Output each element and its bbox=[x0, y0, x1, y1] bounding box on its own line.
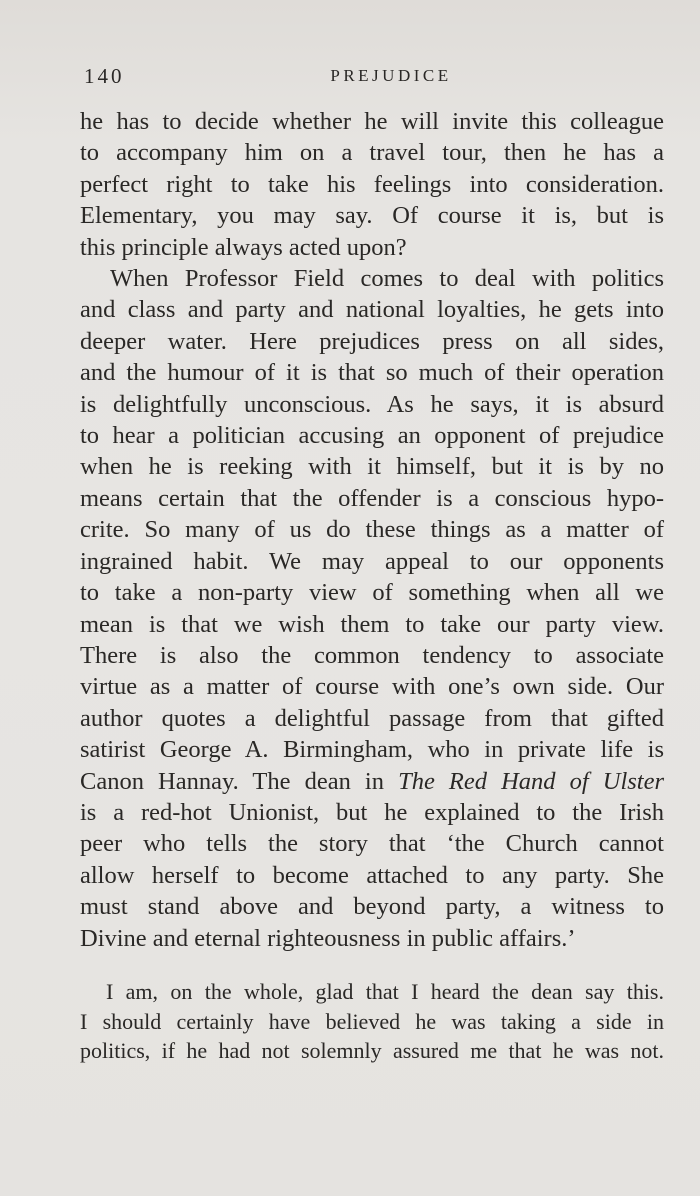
text-line: must stand above and beyond party, a witness to bbox=[80, 893, 664, 921]
text-fragment: Canon Hannay. The dean in bbox=[80, 767, 384, 795]
running-head: PREJUDICE bbox=[330, 66, 452, 85]
text-line: Elementary, you may say. Of course it is, but is bbox=[80, 202, 664, 230]
text-line: and the humour of it is that so much of their operation bbox=[80, 359, 664, 387]
text-line: to hear a politician accusing an opponent of prejudice bbox=[80, 422, 664, 450]
text-line: is delightfully unconscious. As he says, it is absurd bbox=[80, 390, 664, 418]
text-line-with-title bbox=[80, 766, 664, 797]
text-line: means certain that the offender is a conscious hypo- bbox=[80, 484, 664, 512]
text-line: crite. So many of us do these things as a matter of bbox=[80, 516, 664, 544]
quote-line: politics, if he had not solemnly assured me that he was not. bbox=[80, 1038, 664, 1063]
text-line: to take a non-party view of something when all we bbox=[80, 579, 664, 607]
text-line: perfect right to take his feelings into consideration. bbox=[80, 170, 664, 198]
text-line: virtue as a matter of course with one’s own side. Our bbox=[80, 673, 664, 701]
body-paragraphs bbox=[80, 106, 664, 954]
text-line: and class and party and national loyalties, he gets into bbox=[80, 296, 664, 324]
text-line: ingrained habit. We may appeal to our opponents bbox=[80, 547, 664, 575]
quote-line: I should certainly have believed he was taking a side in bbox=[80, 1008, 664, 1034]
text-line: mean is that we wish them to take our party view. bbox=[80, 610, 664, 638]
text-line: allow herself to become attached to any party. She bbox=[80, 861, 664, 889]
text-line: When Professor Field comes to deal with politics bbox=[110, 265, 664, 293]
page-number: 140 bbox=[84, 64, 125, 88]
text-line: to accompany him on a travel tour, then he has a bbox=[80, 139, 664, 167]
text-line: deeper water. Here prejudices press on all sides, bbox=[80, 327, 664, 355]
text-line: he has to decide whether he will invite this colleague bbox=[80, 108, 664, 135]
book-title: The Red Hand of Ulster bbox=[398, 767, 665, 795]
block-quote bbox=[80, 977, 664, 1066]
text-line: Divine and eternal righteousness in public affairs.’ bbox=[80, 924, 576, 952]
text-line: There is also the common tendency to associate bbox=[80, 641, 664, 669]
text-line: is a red-hot Unionist, but he explained to the Irish bbox=[80, 798, 664, 826]
text-line: peer who tells the story that ‘the Church cannot bbox=[80, 830, 664, 858]
text-line: author quotes a delightful passage from that gifted bbox=[80, 704, 664, 732]
text-line: satirist George A. Birmingham, who in private life is bbox=[80, 736, 664, 764]
text-line: when he is reeking with it himself, but it is by no bbox=[80, 453, 664, 481]
text-line: this principle always acted upon? bbox=[80, 233, 407, 261]
page-header bbox=[84, 64, 664, 94]
quote-line: I am, on the whole, glad that I heard the dean say this. bbox=[106, 979, 664, 1004]
